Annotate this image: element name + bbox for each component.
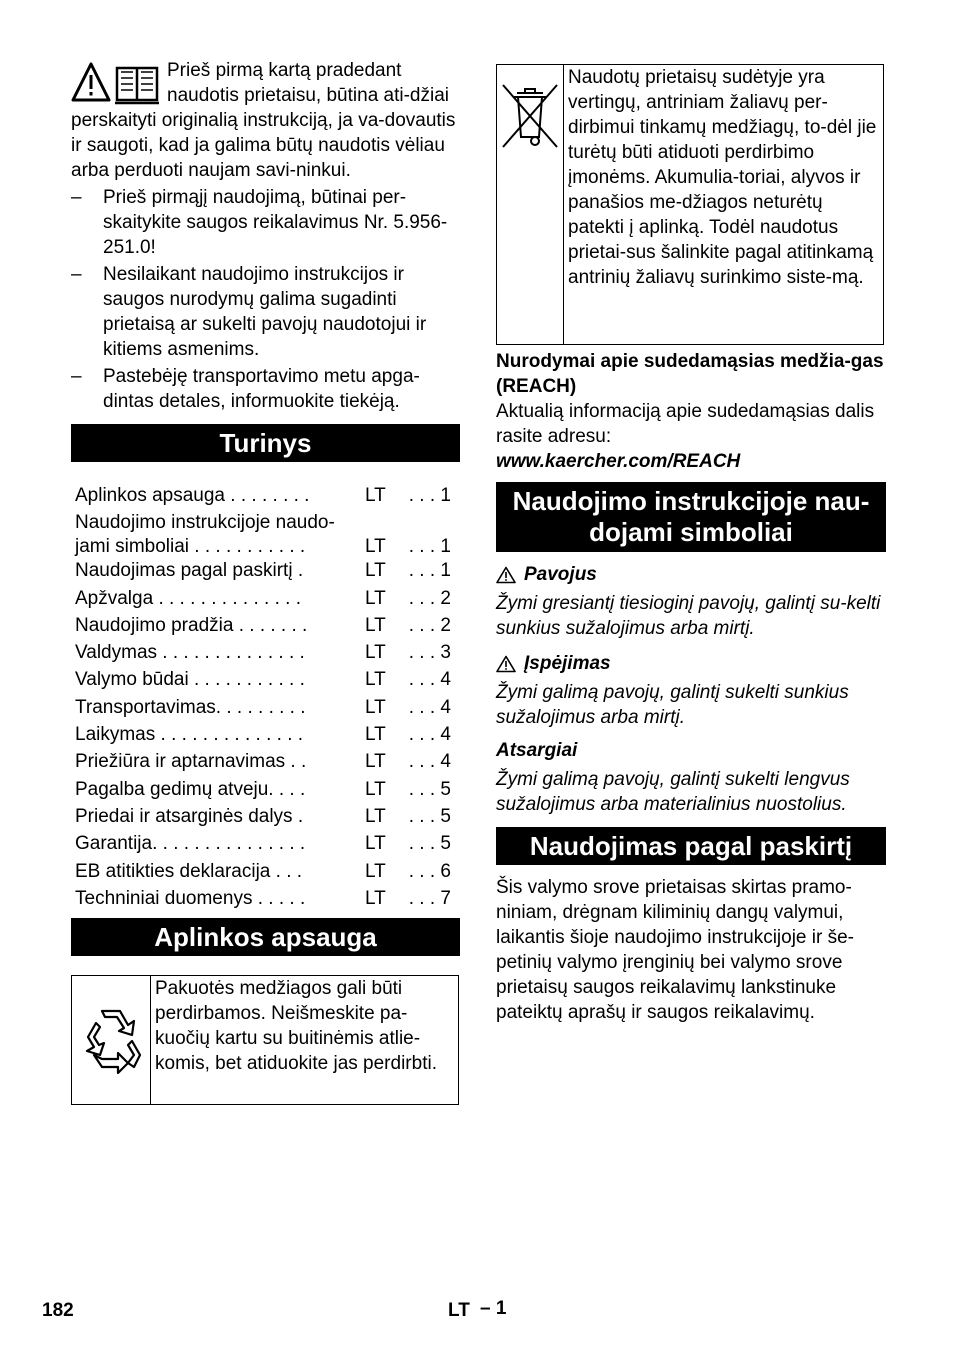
toc-entry-lang: LT [365,833,386,855]
reach-heading: Nurodymai apie sudedamąsias medžia-gas (REACH) [496,351,884,397]
toc-entry-page: . . . 2 [408,614,451,636]
packaging-text: Pakuotės medžiagos gali būti perdirbamos. Neišmeskite pa-kuočių kartu su buitinėmis atlie-komis, bet atiduokite jas perdirbti. [155,978,437,1075]
toc-entry-title: Valymo būdai . . . . . . . . . . . [75,669,305,691]
toc-entry-title: Pagalba gedimų atveju. . . . [75,778,306,800]
toc-entry-title: Priedai ir atsarginės dalys . [75,805,304,827]
warning-triangle-icon [496,655,516,673]
toc-entry-page: . . . 4 [408,751,451,773]
toc-entry[interactable] [71,696,460,723]
toc-entry-lang: LT [365,696,386,718]
packaging-note [71,975,459,1105]
toc-entry-title: EB atitikties deklaracija . . . [75,860,303,882]
warning-triangle-icon [496,566,516,584]
toc-entry-lang: LT [365,860,386,882]
recycle-icon-cell [72,976,151,1104]
toc-entry-title: Laikymas . . . . . . . . . . . . . . [75,724,304,746]
toc-entry-title: Valdymas . . . . . . . . . . . . . . [75,642,305,664]
toc-entry-lang: LT [365,485,386,506]
table-of-contents [71,484,460,914]
toc-entry-lang: LT [365,805,386,827]
usage-text: Šis valymo srove prietaisas skirtas pramo-niniam, drėgnam kiliminių dangų valymui, laikantis šioje naudojimo instrukcijoje ir še-petinių valymo įrenginių bei valymo srove prietaisų saugos reikalavimų lankstinuke pateiktų aprašų ir saugos reikalavimų. [496,877,854,1023]
toc-entry-page: . . . 1 [408,560,451,582]
toc-entry-title: Garantija. . . . . . . . . . . . . . . [75,833,306,855]
toc-entry-title: Naudojimas pagal paskirtį . [75,560,304,582]
footer-language: LT [448,1300,470,1321]
warning-heading [496,651,886,676]
toc-entry-lang: LT [365,724,386,746]
warning-text: Žymi galimą pavojų, galintį sukelti sunkius sužalojimus arba mirtį. [496,682,849,728]
list-item: – Nesilaikant naudojimo instrukcijos ir saugos nurodymų galima sugadinti prietaisą ar sukelti pavojų naudotojui ir kitiems asmenims. [71,262,460,362]
toc-entry-page: . . . 5 [408,805,451,827]
reach-link[interactable]: www.kaercher.com/REACH [496,451,741,472]
toc-entry[interactable] [71,832,460,859]
toc-entry-page: . . . 4 [408,724,451,746]
intro-section [71,58,460,414]
page-number: 182 [42,1300,74,1321]
toc-entry[interactable] [71,805,460,832]
usage-heading: Naudojimas pagal paskirtį [496,827,886,865]
toc-entry-title: Naudojimo pradžia . . . . . . . [75,614,308,636]
environment-heading: Aplinkos apsauga [71,918,460,956]
danger-heading [496,562,886,587]
recycle-icon [72,1001,150,1079]
toc-entry[interactable] [71,559,460,586]
toc-entry[interactable] [71,668,460,695]
toc-entry-title: Naudojimo instrukcijoje naudo-jami simboliai . . . . . . . . . . . [75,512,335,558]
toc-entry-lang: LT [365,560,386,582]
list-item: – Prieš pirmąjį naudojimą, būtinai per-skaitykite saugos reikalavimus Nr. 5.956-251.0! [71,185,460,260]
toc-entry[interactable] [71,860,460,887]
toc-entry-lang: LT [365,587,386,609]
symbols-heading: Naudojimo instrukcijoje nau-dojami simboliai [496,482,886,552]
toc-entry-page: . . . 4 [408,669,451,691]
toc-entry[interactable] [71,778,460,805]
warning-label: Įspėjimas [524,653,611,674]
toc-entry-lang: LT [365,642,386,664]
toc-entry-title: Apžvalga . . . . . . . . . . . . . . [75,587,301,609]
toc-entry[interactable] [71,887,460,914]
toc-entry[interactable] [71,723,460,750]
toc-entry-page: . . . 3 [408,642,451,664]
toc-entry-lang: LT [365,778,386,800]
toc-entry-lang: LT [365,614,386,636]
toc-entry-lang: LT [365,751,386,773]
caution-text: Žymi galimą pavojų, galintį sukelti lengvus sužalojimus arba materialinius nuostolius. [496,769,850,815]
toc-entry-lang: LT [365,887,386,909]
intro-text: Prieš pirmą kartą pradedant naudotis prietaisu, būtina ati-džiai perskaityti originalią instrukciją, ja va-dovautis ir saugoti, kad ja galima būtų naudotis vėliau arba perduoti naujam savi-ninkui. [71,60,456,181]
toc-entry-page: . . . 5 [408,778,451,800]
right-column [496,64,886,1025]
weee-text: Naudotų prietaisų sudėtyje yra vertingų, antriniam žaliavų per-dirbimui tinkamų medžiagų, to-dėl jie turėtų būti atiduoti perdirbimo įmonėms. Akumulia-toriai, alyvos ir panašios me-džiagos neturėtų patekti į aplinką. Todėl naudotus prietai-sus šalinkite pagal atitinkamą antrinių žaliavų surinkimo siste-mą. [568,67,877,288]
danger-label: Pavojus [524,564,597,585]
toc-entry-lang: LT [365,669,386,691]
toc-entry-title: Techniniai duomenys . . . . . [75,887,306,909]
toc-heading: Turinys [71,424,460,462]
intro-icons [71,60,163,108]
toc-entry[interactable] [71,750,460,777]
warning-book-icon [71,60,163,106]
weee-icon-cell [497,65,564,344]
intro-bullets [71,185,460,414]
footer-section-page: – 1 [480,1298,507,1319]
toc-entry-page: . . . 5 [408,833,451,855]
toc-entry-title: Transportavimas. . . . . . . . . [75,696,306,718]
toc-entry[interactable] [71,587,460,614]
danger-text: Žymi gresiantį tiesioginį pavojų, galintį su-kelti sunkius sužalojimus arba mirtį. [496,593,881,639]
caution-label: Atsargiai [496,740,578,761]
toc-entry-page: . . . 2 [408,587,451,609]
reach-text: Aktualią informaciją apie sudedamąsias dalis rasite adresu: [496,401,875,447]
toc-entry-page: . . . 1 [408,485,451,506]
toc-entry[interactable] [71,641,460,668]
list-item: – Pastebėję transportavimo metu apga-dintas detales, informuokite tiekėją. [71,364,460,414]
toc-entry-title: Aplinkos apsauga . . . . . . . . [75,485,310,506]
toc-entry[interactable] [71,484,460,511]
toc-entry[interactable] [71,511,460,559]
toc-entry-lang: LT [365,536,386,558]
toc-entry-page: . . . 4 [408,696,451,718]
left-column [71,58,460,1105]
crossed-bin-icon [497,79,563,153]
toc-entry-page: . . . 1 [408,536,451,558]
toc-entry-page: . . . 6 [408,860,451,882]
weee-note [496,64,884,345]
toc-entry[interactable] [71,614,460,641]
toc-entry-title: Priežiūra ir aptarnavimas . . [75,751,307,773]
toc-entry-page: . . . 7 [408,887,451,909]
